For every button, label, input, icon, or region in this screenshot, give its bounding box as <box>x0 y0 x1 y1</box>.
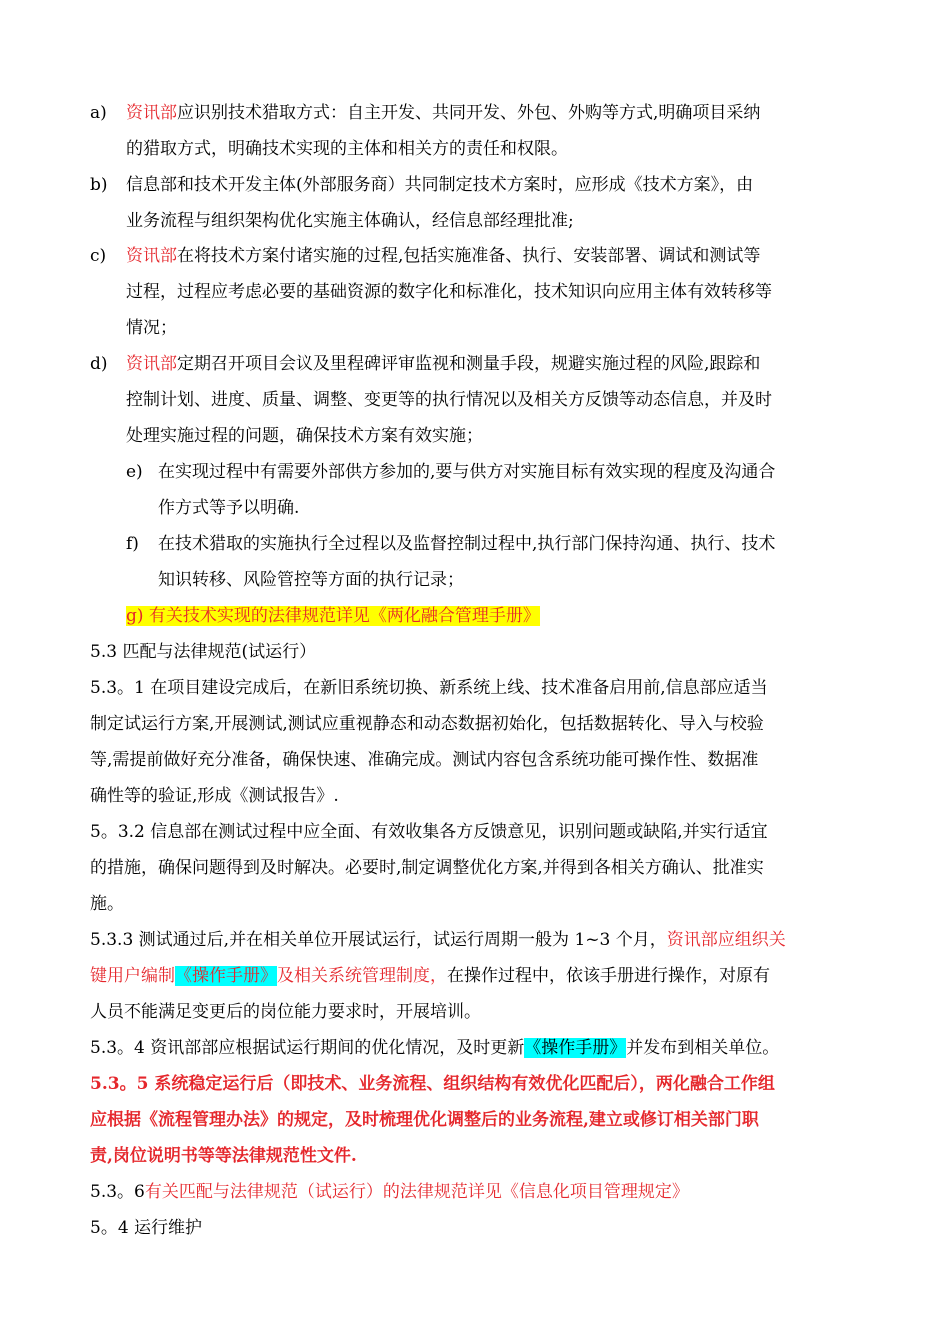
para-5-3-2-line-3: 施。 <box>90 894 124 914</box>
item-e-line-1: e) 在实现过程中有需要外部供方参加的,要与供方对实施目标有效实现的程度及沟通合 <box>126 462 776 482</box>
para-5-3-4-line: 5.3。4 资讯部部应根据试运行期间的优化情况，及时更新《操作手册》并发布到相关单位。 <box>90 1038 780 1058</box>
item-e-line-2: 作方式等予以明确. <box>158 498 300 518</box>
para-5-3-1-line-1: 5.3。1 在项目建设完成后，在新旧系统切换、新系统上线、技术准备启用前,信息部应适当 <box>90 678 768 698</box>
operation-manual-ref-1: 《操作手册》 <box>175 966 277 986</box>
item-b-line-1: b) 信息部和技术开发主体(外部服务商）共同制定技术方案时，应形成《技术方案》，由 <box>90 175 754 195</box>
item-g-label: g) <box>126 606 144 626</box>
item-f-line-2: 知识转移、风险管控等方面的执行记录； <box>158 570 464 590</box>
para-5-3-1-line-2: 制定试运行方案,开展测试,测试应重视静态和动态数据初始化，包括数据转化、导入与校验 <box>90 714 764 734</box>
para-5-3-2-line-1: 5。3.2 信息部在测试过程中应全面、有效收集各方反馈意见，识别问题或缺陷,并实行适宜 <box>90 822 768 842</box>
item-d-dept: 资讯部 <box>126 354 177 374</box>
item-g-line <box>126 604 540 628</box>
item-a-dept: 资讯部 <box>126 103 177 123</box>
item-c-line-1: c) 资讯部在将技术方案付诸实施的过程,包括实施准备、执行、安装部署、调试和测试等 <box>90 246 761 266</box>
section-5-4-heading: 5。4 运行维护 <box>90 1218 203 1238</box>
operation-manual-ref-2: 《操作手册》 <box>524 1038 627 1058</box>
item-a-line-1 <box>90 101 761 125</box>
para-5-3-6-line: 5.3。6有关匹配与法律规范（试运行）的法律规范详见《信息化项目管理规定》 <box>90 1182 689 1202</box>
para-5-3-3-line-1: 5.3.3 测试通过后,并在相关单位开展试运行，试运行周期一般为 1~3 个月，资讯部应组织关 <box>90 930 786 950</box>
item-d-line-1: d) 资讯部定期召开项目会议及里程碑评审监视和测量手段，规避实施过程的风险,跟踪和 <box>90 354 761 374</box>
item-a-line-2: 的猎取方式，明确技术实现的主体和相关方的责任和权限。 <box>126 139 568 159</box>
item-g-ref: 《两化融合管理手册》 <box>369 606 540 626</box>
item-f-line-1: f) 在技术猎取的实施执行全过程以及监督控制过程中,执行部门保持沟通、执行、技术 <box>126 534 776 554</box>
item-d-line-2: 控制计划、进度、质量、调整、变更等的执行情况以及相关方反馈等动态信息，并及时 <box>126 390 772 410</box>
item-c-line-2: 过程，过程应考虑必要的基础资源的数字化和标准化，技术知识向应用主体有效转移等 <box>126 282 772 302</box>
item-a-label: a) <box>90 103 107 123</box>
para-5-3-1-line-3: 等,需提前做好充分准备，确保快速、准确完成。测试内容包含系统功能可操作性、数据准 <box>90 750 759 770</box>
item-d-line-3: 处理实施过程的问题，确保技术方案有效实施； <box>126 426 483 446</box>
item-e-label: e) <box>126 462 143 482</box>
para-5-3-5-line-2: 应根据《流程管理办法》的规定，及时梳理优化调整后的业务流程,建立或修订相关部门职 <box>90 1110 759 1130</box>
para-5-3-1-line-4: 确性等的验证,形成《测试报告》. <box>90 786 339 806</box>
item-d-label: d) <box>90 354 108 374</box>
section-5-3-heading: 5.3 匹配与法律规范(试运行） <box>90 642 317 662</box>
item-c-line-3: 情况； <box>126 318 177 338</box>
item-f-label: f) <box>126 534 139 554</box>
para-5-3-5-line-3: 责,岗位说明书等等法律规范性文件. <box>90 1146 357 1166</box>
item-a-text: 资讯部应识别技术猎取方式：自主开发、共同开发、外包、外购等方式,明确项目采纳 <box>126 103 761 123</box>
item-c-label: c) <box>90 246 107 266</box>
item-c-dept: 资讯部 <box>126 246 177 266</box>
item-b-line-2: 业务流程与组织架构优化实施主体确认，经信息部经理批准; <box>126 211 574 231</box>
para-5-3-3-line-3: 人员不能满足变更后的岗位能力要求时，开展培训。 <box>90 1002 481 1022</box>
item-g-highlight: g) 有关技术实现的法律规范详见《两化融合管理手册》 <box>126 606 540 626</box>
item-b-label: b) <box>90 175 108 195</box>
para-5-3-2-line-2: 的措施，确保问题得到及时解决。必要时,制定调整优化方案,并得到各相关方确认、批准实 <box>90 858 764 878</box>
para-5-3-5-line-1: 5.3。5 系统稳定运行后（即技术、业务流程、组织结构有效优化匹配后），两化融合工作组 <box>90 1074 775 1094</box>
para-5-3-3-line-2: 键用户编制《操作手册》及相关系统管理制度，在操作过程中，依该手册进行操作，对原有 <box>90 966 770 986</box>
